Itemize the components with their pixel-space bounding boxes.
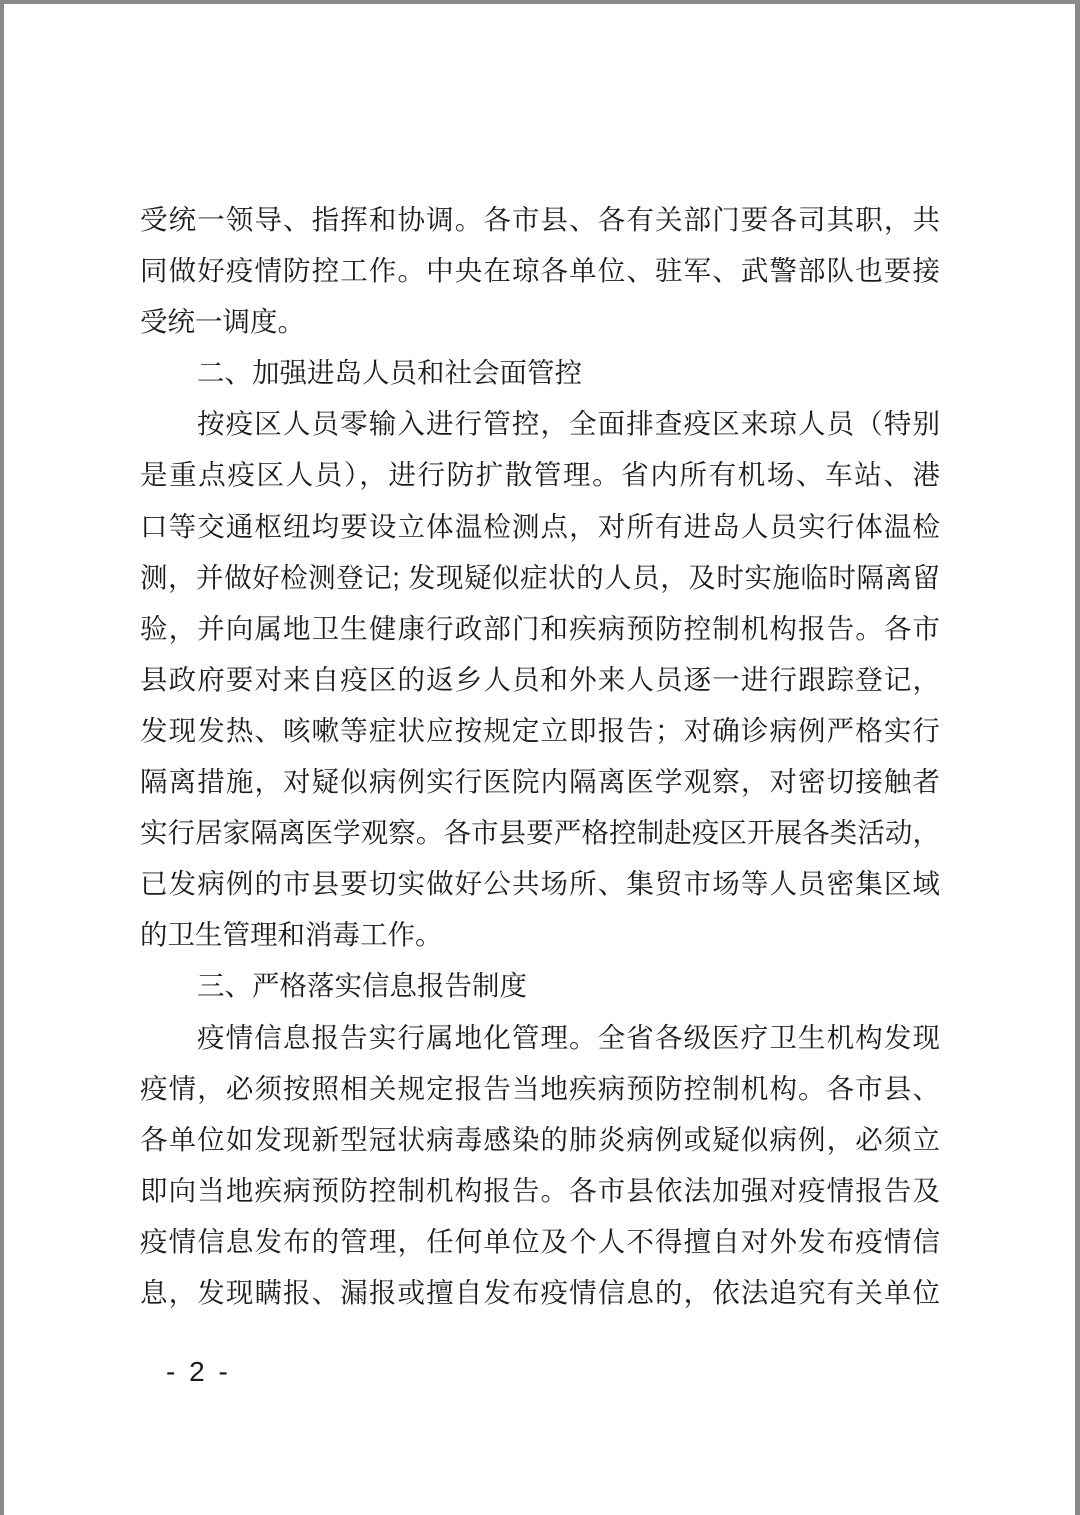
section-heading: 二、加强进岛人员和社会面管控 (197, 357, 582, 389)
text-line: 的卫生管理和消毒工作。 (140, 919, 443, 951)
text-line: 实行居家隔离医学观察。各市县要严格控制赴疫区开展各类活动， (140, 817, 940, 849)
text-line: 即向当地疾病预防控制机构报告。各市县依法加强对疫情报告及 (140, 1174, 940, 1206)
section-heading: 三、严格落实信息报告制度 (197, 970, 527, 1002)
text-line: 发现发热、咳嗽等症状应按规定立即报告；对确诊病例严格实行 (140, 714, 940, 746)
text-line: 各单位如发现新型冠状病毒感染的肺炎病例或疑似病例，必须立 (140, 1123, 940, 1155)
text-line: 按疫区人员零输入进行管控，全面排查疫区来琼人员（特别 (197, 408, 940, 440)
text-line: 验，并向属地卫生健康行政部门和疾病预防控制机构报告。各市 (140, 612, 940, 644)
text-line: 口等交通枢纽均要设立体温检测点，对所有进岛人员实行体温检 (140, 510, 940, 542)
text-line: 受统一调度。 (140, 306, 305, 338)
text-line: 隔离措施，对疑似病例实行医院内隔离医学观察，对密切接触者 (140, 766, 940, 798)
text-line: 已发病例的市县要切实做好公共场所、集贸市场等人员密集区域 (140, 868, 940, 900)
page-number: - 2 - (166, 1356, 231, 1387)
text-line: 县政府要对来自疫区的返乡人员和外来人员逐一进行跟踪登记， (140, 663, 940, 695)
text-line: 息，发现瞒报、漏报或擅自发布疫情信息的，依法追究有关单位 (140, 1276, 940, 1308)
text-line: 疫情，必须按照相关规定报告当地疾病预防控制机构。各市县、 (140, 1072, 940, 1104)
text-line: 同做好疫情防控工作。中央在琼各单位、驻军、武警部队也要接 (140, 255, 940, 287)
text-line: 疫情信息发布的管理，任何单位及个人不得擅自对外发布疫情信 (140, 1225, 940, 1257)
text-line: 是重点疫区人员），进行防扩散管理。省内所有机场、车站、港 (140, 459, 940, 491)
text-line: 疫情信息报告实行属地化管理。全省各级医疗卫生机构发现 (197, 1021, 940, 1053)
text-line: 测，并做好检测登记; 发现疑似症状的人员，及时实施临时隔离留 (140, 561, 940, 593)
text-line: 受统一领导、指挥和协调。各市县、各有关部门要各司其职，共 (140, 204, 940, 235)
document-body (140, 194, 940, 1318)
